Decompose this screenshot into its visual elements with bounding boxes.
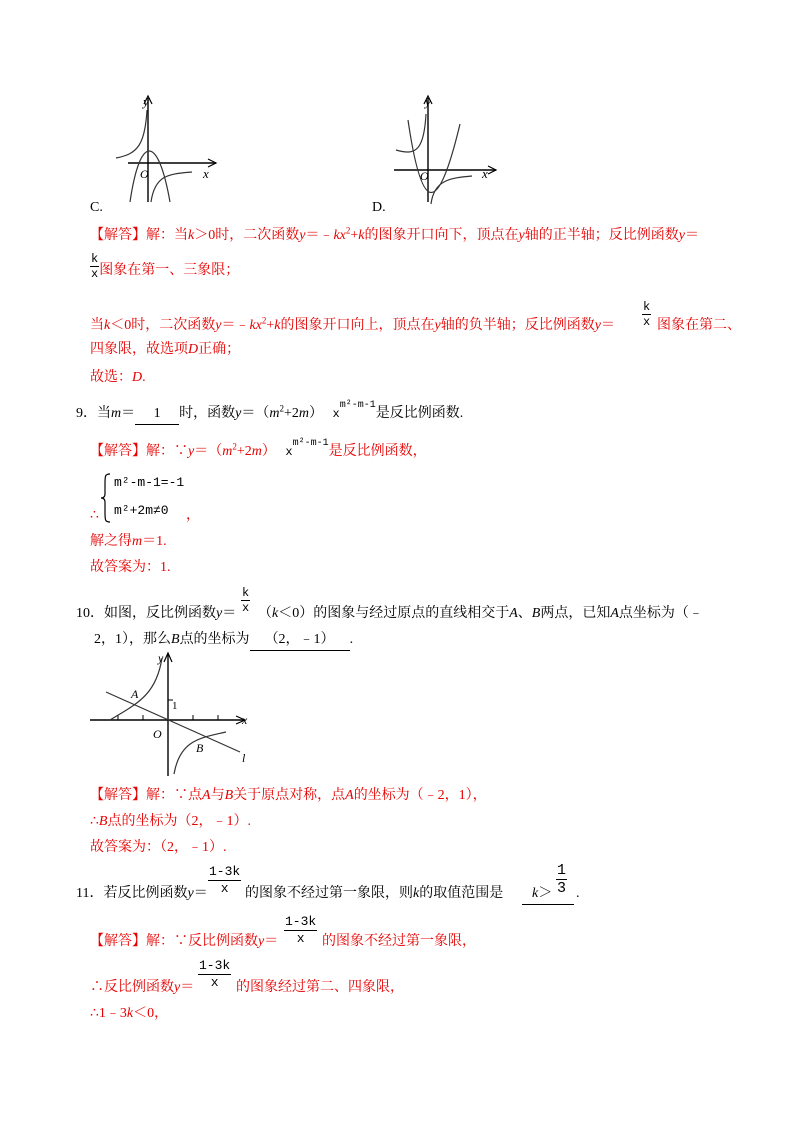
- graph-d-hyperbola-q4: [431, 176, 472, 204]
- q8-solution-line3: 当k＜0时，二次函数$y=﹣kx^2+k$的图象开口向上，顶点在y轴的负半轴；反比例函数y＝: [90, 315, 615, 333]
- q9-system-eq1: m²-m-1=-1: [114, 475, 185, 490]
- graph-d-option-label: D.: [372, 200, 386, 215]
- q8-solution-line1: 【解答】解：当k＞0时，二次函数$y=﹣kx^2+k$的图象开口向下，顶点在y轴的正半轴；反比例函数y＝: [90, 225, 699, 243]
- q8-fraction-k-over-x-2: $\frac{k}{x}$: [643, 300, 651, 329]
- q10-line-l-label: l: [242, 751, 246, 765]
- q11-solution-line2: ∴反比例函数y＝: [90, 980, 195, 995]
- q9-answer-blank: 1: [135, 404, 179, 425]
- graph-c-parabola: [130, 151, 170, 202]
- q11-solution-line1-tail: 的图象不经过第一象限，: [322, 934, 476, 949]
- q10-solution-line1: 【解答】解：∵点A与B关于原点对称，点A的坐标为（﹣2，1），: [90, 788, 487, 803]
- q9-system-comma: ，: [186, 508, 200, 523]
- q8-solution-line5: 故选：D.: [90, 370, 146, 385]
- q10-solution-line2: ∴B点的坐标为（2，﹣1）.: [90, 814, 251, 829]
- q10-point-b-label: B: [196, 741, 204, 755]
- graph-d-hyperbola-q2: [396, 114, 426, 152]
- graph-d: [388, 92, 508, 207]
- q10-y-label: y: [158, 651, 164, 665]
- q10-point-a-label: A: [131, 687, 139, 701]
- graph-c-hyperbola-q4: [151, 172, 192, 202]
- q9-system-eq2: m²+2m≠0: [114, 503, 169, 518]
- q11-period: .: [576, 886, 580, 901]
- q11-solution-line2-tail: 的图象经过第二、四象限，: [236, 980, 404, 995]
- q9-question: 9．当m＝ 1 时，函数$y=(m^2+2m)$ $x^{m^2-m-1}$是反比例函数.: [76, 404, 463, 426]
- q10-origin-label: O: [153, 727, 162, 741]
- graph-c-origin-label: O: [140, 167, 149, 181]
- q11-answer-fraction: $\frac{1}{3}$: [557, 862, 567, 897]
- q9-therefore: ∴: [90, 508, 99, 523]
- q11-solution-fraction1: $\frac{1-3k}{x}$: [285, 914, 317, 946]
- q10-unit-label: 1: [172, 700, 178, 712]
- q8-solution-line4: 四象限，故选项D正确；: [90, 342, 241, 357]
- q11-solution-line1: 【解答】解：∵反比例函数y＝: [90, 934, 279, 949]
- q8-fraction-k-over-x: $\frac{k}{x}$ 图象在第一、三象限；: [91, 252, 240, 281]
- q11-answer-blank: k＞: [522, 884, 574, 905]
- q8-solution-line3-tail: 图象在第二、: [657, 318, 741, 333]
- q11-solution-line3: ∴1﹣3k＜0，: [90, 1006, 169, 1021]
- q11-question: 11．若反比例函数y＝: [76, 886, 208, 901]
- q10-x-label: x: [242, 713, 248, 727]
- graph-c-option-label: C.: [90, 200, 103, 215]
- q9-solution-answer: 故答案为：1.: [90, 560, 171, 575]
- q10-solution-answer: 故答案为：（2，﹣1）.: [90, 840, 227, 855]
- q9-system-brace: [100, 472, 112, 524]
- q9-solution-solve: 解之得m＝1.: [90, 534, 167, 549]
- graph-c-x-label: x: [203, 166, 209, 181]
- q10-question-line1-tail: （k＜0）的图象与经过原点的直线相交于A、B两点，已知A点坐标为（﹣: [258, 606, 703, 621]
- graph-c: [108, 92, 228, 207]
- graph-c-hyperbola-q2: [116, 110, 147, 158]
- q10-answer-blank: （2，﹣1）: [250, 630, 350, 651]
- graph-d-parabola: [408, 120, 460, 193]
- graph-d-origin-label: O: [420, 169, 429, 183]
- q11-solution-fraction2: $\frac{1-3k}{x}$: [199, 958, 231, 990]
- q9-solution-line1: 【解答】解：$\because y=(m^2+2m)$ $x^{m^2-m-1}$是反比例函数，: [90, 438, 427, 459]
- q10-question-line2: 2，1），那么B点的坐标为 （2，﹣1） .: [94, 630, 353, 651]
- q11-fraction: $\frac{1-3k}{x}$: [209, 864, 241, 896]
- graph-d-x-label: x: [482, 166, 488, 181]
- graph-c-y-label: y: [143, 94, 149, 109]
- q10-fraction: $\frac{k}{x}$: [242, 586, 250, 615]
- q10-question-line1: 10．如图，反比例函数y＝: [76, 606, 237, 621]
- q11-question-tail: 的图象不经过第一象限，则k的取值范围是: [245, 886, 504, 901]
- graph-d-y-label: y: [425, 94, 431, 109]
